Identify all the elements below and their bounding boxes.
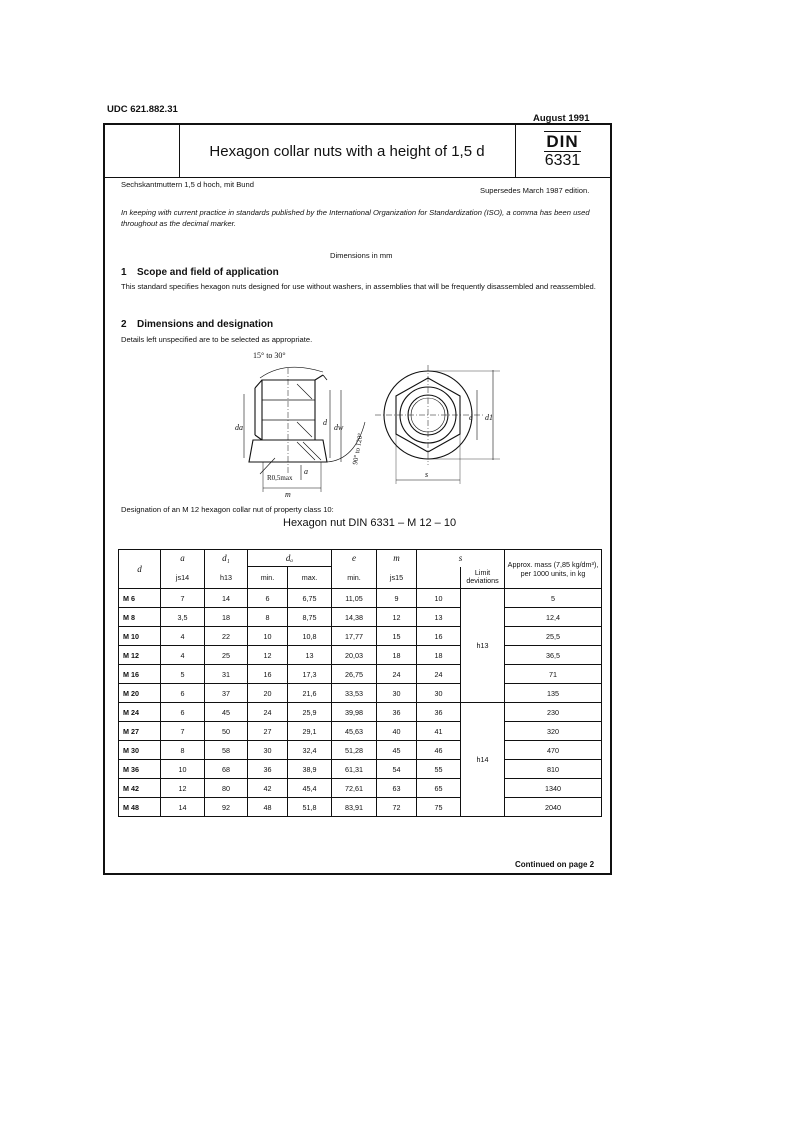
cell-da-max: 38,9 [288, 760, 332, 779]
header-e: e [332, 550, 377, 567]
cell-e: 26,75 [332, 665, 377, 684]
document-title: Hexagon collar nuts with a height of 1,5 d [179, 125, 516, 177]
cell-m: 30 [377, 684, 417, 703]
cell-d1: 37 [205, 684, 248, 703]
table-row [119, 589, 602, 608]
cell-da-min: 16 [248, 665, 288, 684]
cell-da-min: 20 [248, 684, 288, 703]
cell-e: 61,31 [332, 760, 377, 779]
cell-d1: 80 [205, 779, 248, 798]
table-row [119, 779, 602, 798]
cell-mass: 135 [505, 684, 602, 703]
din-number: 6331 [544, 152, 581, 169]
cell-da-min: 24 [248, 703, 288, 722]
cell-da-min: 30 [248, 741, 288, 760]
cell-e: 51,28 [332, 741, 377, 760]
drawing-angle-side-label: 90° to 120° [351, 432, 365, 466]
cell-mass: 1340 [505, 779, 602, 798]
section-2-text: Details left unspecified are to be selected as appropriate. [121, 335, 313, 344]
cell-m: 54 [377, 760, 417, 779]
cell-a: 10 [161, 760, 205, 779]
cell-a: 6 [161, 684, 205, 703]
cell-da-min: 12 [248, 646, 288, 665]
cell-d1: 68 [205, 760, 248, 779]
cell-a: 7 [161, 589, 205, 608]
cell-d: M 30 [119, 741, 161, 760]
cell-mass: 25,5 [505, 627, 602, 646]
dimensions-note: Dimensions in mm [330, 251, 393, 260]
cell-a: 6 [161, 703, 205, 722]
cell-mass: 230 [505, 703, 602, 722]
cell-d1: 58 [205, 741, 248, 760]
cell-mass: 470 [505, 741, 602, 760]
cell-mass: 2040 [505, 798, 602, 817]
cell-da-min: 6 [248, 589, 288, 608]
title-block [105, 125, 610, 178]
german-title: Sechskantmuttern 1,5 d hoch, mit Bund [121, 180, 254, 189]
nut-body-side-view [262, 380, 315, 440]
cell-d: M 8 [119, 608, 161, 627]
cell-da-max: 51,8 [288, 798, 332, 817]
cell-da-min: 10 [248, 627, 288, 646]
publication-date: August 1991 [533, 113, 590, 124]
cell-d1: 92 [205, 798, 248, 817]
subheader-js14: js14 [161, 567, 205, 589]
header-da: dₐ [248, 550, 332, 567]
drawing-label-da: da [235, 423, 243, 432]
subheader-da-min: min. [248, 567, 288, 589]
cell-da-max: 25,9 [288, 703, 332, 722]
cell-s: 30 [417, 684, 461, 703]
cell-d: M 10 [119, 627, 161, 646]
header-a: a [161, 550, 205, 567]
nut-technical-drawing [215, 350, 515, 500]
table-row [119, 627, 602, 646]
cell-a: 4 [161, 646, 205, 665]
cell-d: M 27 [119, 722, 161, 741]
cell-m: 36 [377, 703, 417, 722]
drawing-label-e: e [469, 413, 473, 422]
table-row [119, 741, 602, 760]
table-row [119, 703, 602, 722]
din-label: DIN [546, 132, 579, 151]
cell-e: 17,77 [332, 627, 377, 646]
cell-mass: 71 [505, 665, 602, 684]
designation-intro: Designation of an M 12 hexagon collar nut of property class 10: [121, 505, 334, 514]
cell-m: 40 [377, 722, 417, 741]
section-1-number: 1 [121, 267, 127, 278]
cell-da-max: 45,4 [288, 779, 332, 798]
table-row [119, 665, 602, 684]
cell-a: 12 [161, 779, 205, 798]
cell-da-min: 48 [248, 798, 288, 817]
drawing-radius-label: R0,5max [267, 474, 293, 482]
header-d: d [119, 550, 161, 589]
cell-s: 55 [417, 760, 461, 779]
drawing-label-d: d [323, 418, 327, 427]
cell-a: 7 [161, 722, 205, 741]
section-1-text: This standard specifies hexagon nuts designed for use without washers, in assemblies that will be frequently disassembled and reassembled. [121, 282, 596, 291]
section-2-number: 2 [121, 319, 127, 330]
cell-da-max: 8,75 [288, 608, 332, 627]
table-row [119, 646, 602, 665]
header-d1: d₁ [205, 550, 248, 567]
cell-s: 16 [417, 627, 461, 646]
cell-s: 65 [417, 779, 461, 798]
subheader-h13: h13 [205, 567, 248, 589]
cell-a: 3,5 [161, 608, 205, 627]
cell-m: 72 [377, 798, 417, 817]
cell-e: 39,98 [332, 703, 377, 722]
subheader-js15: js15 [377, 567, 417, 589]
table-row [119, 760, 602, 779]
section-1-heading [121, 267, 279, 278]
cell-da-max: 13 [288, 646, 332, 665]
cell-e: 14,38 [332, 608, 377, 627]
cell-e: 72,61 [332, 779, 377, 798]
cell-e: 20,03 [332, 646, 377, 665]
cell-m: 24 [377, 665, 417, 684]
cell-d1: 22 [205, 627, 248, 646]
cell-da-min: 8 [248, 608, 288, 627]
cell-s: 41 [417, 722, 461, 741]
cell-s: 36 [417, 703, 461, 722]
cell-e: 45,63 [332, 722, 377, 741]
cell-mass: 36,5 [505, 646, 602, 665]
cell-da-max: 10,8 [288, 627, 332, 646]
supersedes-note: Supersedes March 1987 edition. [480, 186, 590, 195]
cell-d1: 50 [205, 722, 248, 741]
cell-da-max: 32,4 [288, 741, 332, 760]
cell-m: 9 [377, 589, 417, 608]
cell-d1: 31 [205, 665, 248, 684]
cell-d: M 24 [119, 703, 161, 722]
subheader-s-blank [417, 567, 461, 589]
din-mark [515, 125, 610, 177]
cell-mass: 5 [505, 589, 602, 608]
cell-s: 10 [417, 589, 461, 608]
cell-d: M 48 [119, 798, 161, 817]
udc-number: UDC 621.882.31 [107, 104, 178, 115]
cell-d1: 25 [205, 646, 248, 665]
cell-mass: 12,4 [505, 608, 602, 627]
cell-da-max: 21,6 [288, 684, 332, 703]
limit-deviation-h14: h14 [461, 703, 505, 817]
drawing-label-dw: dw [334, 423, 344, 432]
subheader-limit-deviations: Limit deviations [461, 567, 505, 589]
continued-note: Continued on page 2 [515, 860, 595, 869]
cell-a: 5 [161, 665, 205, 684]
table-header-row [119, 550, 602, 567]
cell-e: 83,91 [332, 798, 377, 817]
table-row [119, 684, 602, 703]
cell-e: 33,53 [332, 684, 377, 703]
cell-d: M 20 [119, 684, 161, 703]
drawing-angle-top-label: 15° to 30° [253, 351, 286, 360]
iso-decimal-note: In keeping with current practice in standards published by the International Organization for Standardization (ISO), a comma has been used throughout as the decimal marker. [121, 208, 590, 228]
header-s: s [417, 550, 505, 567]
cell-m: 15 [377, 627, 417, 646]
cell-da-min: 27 [248, 722, 288, 741]
cell-d1: 45 [205, 703, 248, 722]
cell-da-max: 29,1 [288, 722, 332, 741]
cell-s: 46 [417, 741, 461, 760]
cell-mass: 320 [505, 722, 602, 741]
cell-a: 8 [161, 741, 205, 760]
drawing-label-s: s [425, 470, 429, 479]
cell-da-max: 17,3 [288, 665, 332, 684]
cell-m: 45 [377, 741, 417, 760]
cell-d: M 42 [119, 779, 161, 798]
cell-a: 4 [161, 627, 205, 646]
section-1-title: Scope and field of application [137, 267, 279, 278]
cell-mass: 810 [505, 760, 602, 779]
cell-m: 63 [377, 779, 417, 798]
header-m: m [377, 550, 417, 567]
header-mass: Approx. mass (7,85 kg/dm³), per 1000 units, in kg [505, 550, 602, 589]
subheader-e-min: min. [332, 567, 377, 589]
drawing-label-d1: d1 [485, 413, 493, 422]
cell-da-min: 42 [248, 779, 288, 798]
cell-s: 18 [417, 646, 461, 665]
cell-s: 24 [417, 665, 461, 684]
cell-d: M 12 [119, 646, 161, 665]
subheader-da-max: max. [288, 567, 332, 589]
cell-d: M 16 [119, 665, 161, 684]
section-2-title: Dimensions and designation [137, 319, 274, 330]
cell-d1: 18 [205, 608, 248, 627]
title-block-blank-cell [105, 125, 180, 177]
cell-da-max: 6,75 [288, 589, 332, 608]
dimensions-table [118, 549, 602, 817]
section-2-heading [121, 319, 273, 330]
drawing-label-m: m [285, 490, 291, 499]
table-row [119, 722, 602, 741]
designation-example: Hexagon nut DIN 6331 – M 12 – 10 [283, 517, 457, 529]
cell-m: 12 [377, 608, 417, 627]
cell-d: M 36 [119, 760, 161, 779]
cell-s: 13 [417, 608, 461, 627]
cell-s: 75 [417, 798, 461, 817]
cell-m: 18 [377, 646, 417, 665]
table-row [119, 798, 602, 817]
cell-a: 14 [161, 798, 205, 817]
cell-d: M 6 [119, 589, 161, 608]
drawing-label-a: a [304, 467, 308, 476]
limit-deviation-h13: h13 [461, 589, 505, 703]
table-row [119, 608, 602, 627]
cell-d1: 14 [205, 589, 248, 608]
cell-da-min: 36 [248, 760, 288, 779]
cell-e: 11,05 [332, 589, 377, 608]
